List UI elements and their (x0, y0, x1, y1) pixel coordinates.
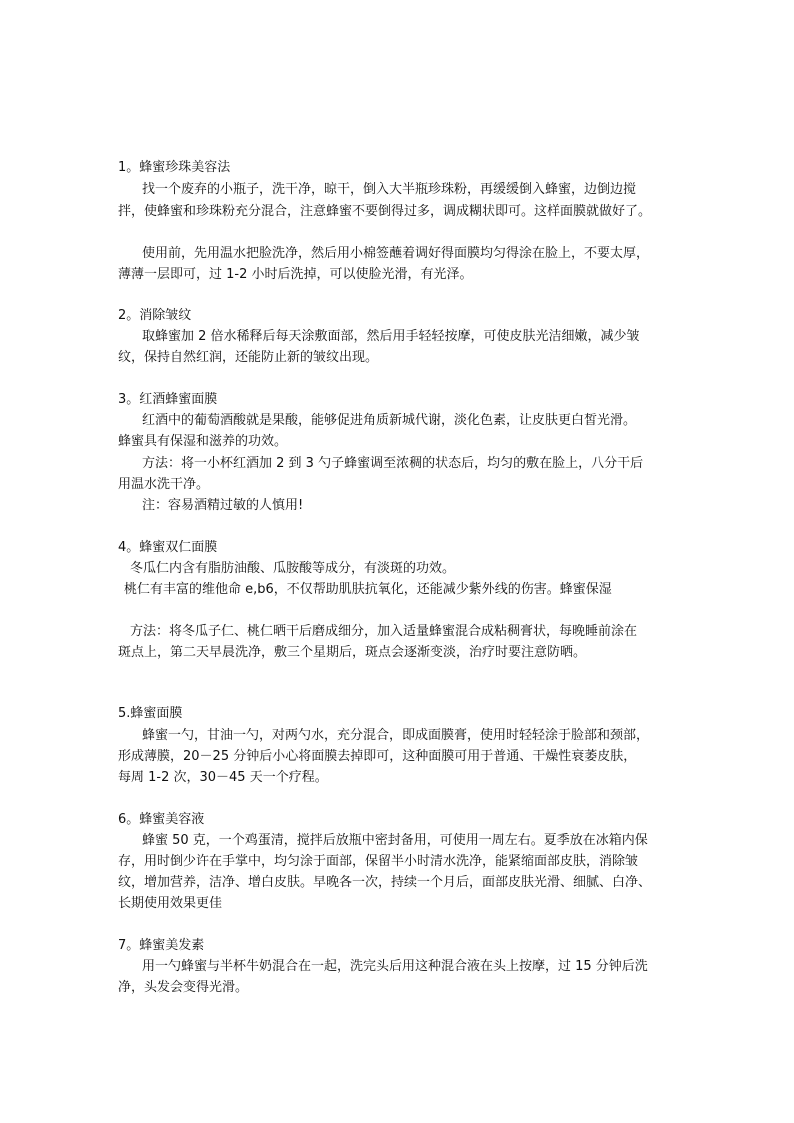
paragraph-line: 方法：将冬瓜子仁、桃仁晒干后磨成细分，加入适量蜂蜜混合成粘稠膏状，每晚睡前涂在 (130, 624, 638, 639)
paragraph-line: 蜂蜜一勺，甘油一勺，对两勺水，充分混合，即成面膜膏，使用时轻轻涂于脸部和颈部， (142, 728, 650, 743)
paragraph-line: 斑点上，第二天早晨洗净，敷三个星期后，斑点会逐渐变淡，治疗时要注意防晒。 (118, 645, 587, 660)
paragraph-line: 蜂蜜具有保湿和滋养的功效。 (118, 434, 288, 449)
paragraph-line: 桃仁有丰富的维他命 e,b6，不仅帮助肌肤抗氧化，还能减少紫外线的伤害。蜂蜜保湿 (124, 582, 612, 597)
paragraph-line: 注：容易酒精过敏的人慎用! (142, 498, 304, 513)
section-heading: 2。消除皱纹 (118, 308, 192, 323)
paragraph-line: 使用前，先用温水把脸洗净，然后用小棉签蘸着调好得面膜均匀得涂在脸上，不要太厚， (142, 246, 650, 261)
paragraph-line: 用一勺蜂蜜与半杯牛奶混合在一起，洗完头后用这种混合液在头上按摩，过 15 分钟后洗 (142, 959, 648, 974)
paragraph-line: 取蜂蜜加 2 倍水稀释后每天涂敷面部，然后用手轻轻按摩，可使皮肤光洁细嫩，减少皱 (142, 329, 640, 344)
paragraph-line: 蜂蜜 50 克，一个鸡蛋清，搅拌后放瓶中密封备用，可使用一周左右。夏季放在冰箱内保 (142, 833, 648, 848)
section-heading: 5.蜂蜜面膜 (118, 706, 183, 721)
paragraph-line: 存，用时倒少许在手掌中，均匀涂于面部，保留半小时清水洗净，能紧缩面部皮肤，消除皱 (118, 854, 639, 869)
section-heading: 1。蜂蜜珍珠美容法 (118, 160, 231, 175)
paragraph-line: 纹，增加营养，洁净、增白皮肤。早晚各一次，持续一个月后，面部皮肤光滑、细腻、白净、 (118, 875, 652, 890)
paragraph-line: 薄薄一层即可，过 1-2 小时后洗掉，可以使脸光滑，有光泽。 (118, 267, 473, 282)
paragraph-line: 纹，保持自然红润，还能防止新的皱纹出现。 (118, 350, 379, 365)
section-heading: 7。蜂蜜美发素 (118, 938, 205, 953)
paragraph-line: 每周 1-2 次，30－45 天一个疗程。 (118, 770, 328, 785)
paragraph-line: 净，头发会变得光滑。 (118, 980, 249, 995)
paragraph-line: 形成薄膜，20－25 分钟后小心将面膜去掉即可，这种面膜可用于普通、干燥性衰萎皮肤， (118, 749, 637, 764)
paragraph-line: 长期使用效果更佳 (118, 896, 223, 911)
paragraph-line: 冬瓜仁内含有脂肪油酸、瓜胺酸等成分，有淡斑的功效。 (130, 561, 456, 576)
section-heading: 6。蜂蜜美容液 (118, 812, 205, 827)
paragraph-line: 红酒中的葡萄酒酸就是果酸，能够促进角质新城代谢，淡化色素，让皮肤更白皙光滑。 (142, 413, 637, 428)
paragraph-line: 拌，使蜂蜜和珍珠粉充分混合，注意蜂蜜不要倒得过多，调成糊状即可。这样面膜就做好了。 (118, 204, 652, 219)
paragraph-line: 方法：将一小杯红酒加 2 到 3 勺子蜂蜜调至浓稠的状态后，均匀的敷在脸上，八分干后 (142, 456, 644, 471)
paragraph-line: 找一个废弃的小瓶子，洗干净，晾干，倒入大半瓶珍珠粉，再缓缓倒入蜂蜜，边倒边搅 (142, 182, 637, 197)
section-heading: 4。蜂蜜双仁面膜 (118, 540, 218, 555)
paragraph-line: 用温水洗干净。 (118, 477, 210, 492)
section-heading: 3。红酒蜂蜜面膜 (118, 392, 218, 407)
